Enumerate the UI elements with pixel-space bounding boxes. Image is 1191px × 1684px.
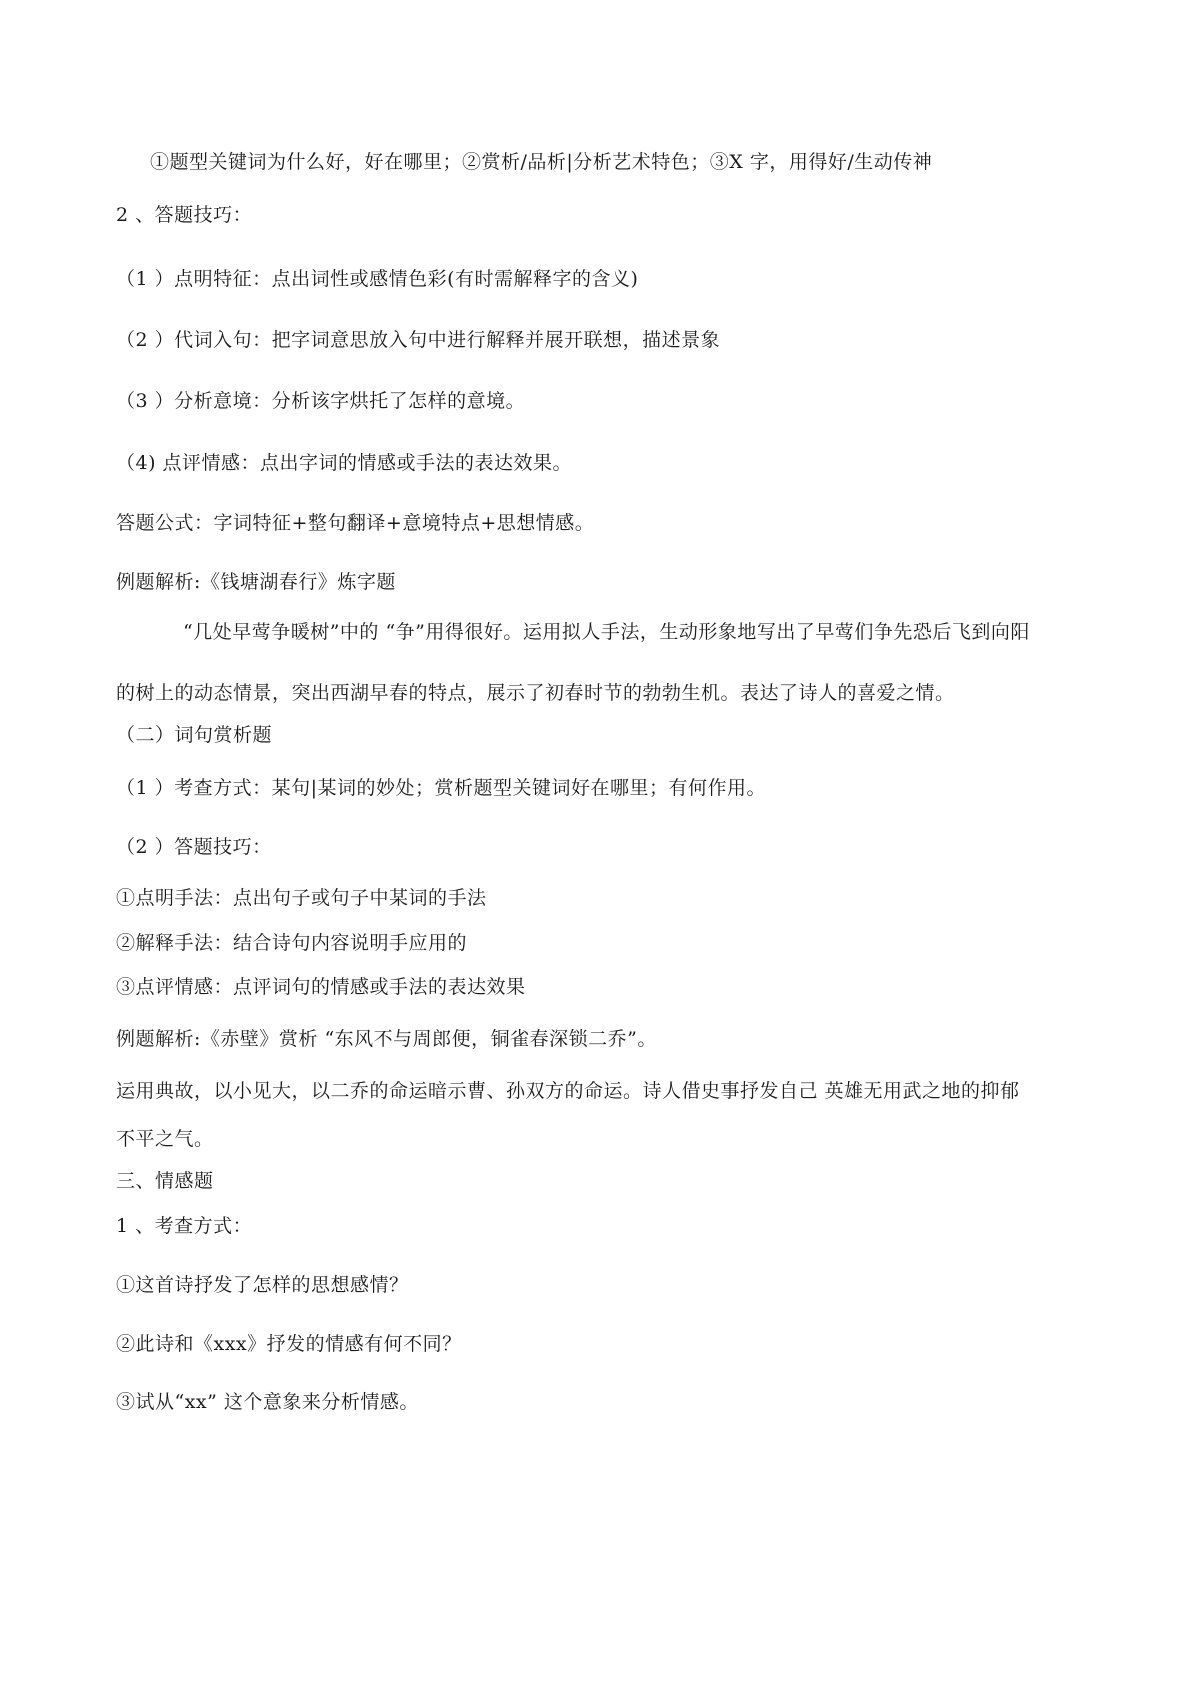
emotion-question-2: ②此诗和《xxx》抒发的情感有何不同？ bbox=[116, 1333, 462, 1355]
example-answer-2-line-1: 运用典故，以小见大，以二乔的命运暗示曹、孙双方的命运。诗人借史事抒发自己 英雄无用武之地的抑郁 bbox=[116, 1080, 1020, 1102]
example-answer-1-line-1: “几处早莺争暖树”中的 “争”用得很好。运用拟人手法，生动形象地写出了早莺们争先恐后飞到向阳 bbox=[183, 621, 1030, 643]
section-heading-answer-skills: 2 、答题技巧： bbox=[116, 204, 253, 226]
answer-formula: 答题公式：字词特征+整句翻译+意境特点+思想情感。 bbox=[116, 512, 595, 534]
skill-item-2: （2 ）代词入句：把字词意思放入句中进行解释并展开联想，描述景象 bbox=[116, 329, 721, 351]
emotion-question-1: ①这首诗抒发了怎样的思想感情？ bbox=[116, 1274, 409, 1296]
example-answer-1-line-2: 的树上的动态情景，突出西湖早春的特点，展示了初春时节的勃勃生机。表达了诗人的喜爱之情。 bbox=[116, 682, 955, 704]
example-answer-2-line-2: 不平之气。 bbox=[116, 1128, 214, 1150]
example-heading-2: 例题解析:《赤壁》赏析 “东风不与周郎便，铜雀春深锁二乔”。 bbox=[116, 1028, 657, 1050]
example-heading-1: 例题解析:《钱塘湖春行》炼字题 bbox=[116, 571, 396, 593]
phrase-step-1: ①点明手法：点出句子或句子中某词的手法 bbox=[116, 887, 487, 909]
phrase-step-2: ②解释手法：结合诗句内容说明手应用的 bbox=[116, 932, 468, 954]
skill-item-1: （1 ）点明特征：点出词性或感情色彩(有时需解释字的含义) bbox=[116, 268, 639, 290]
skill-item-3: （3 ）分析意境：分析该字烘托了怎样的意境。 bbox=[116, 390, 526, 412]
phrase-step-3: ③点评情感：点评词句的情感或手法的表达效果 bbox=[116, 976, 526, 998]
emotion-subheading-1: 1 、考查方式： bbox=[116, 1215, 253, 1237]
emotion-question-3: ③试从“xx” 这个意象来分析情感。 bbox=[116, 1391, 419, 1413]
section-heading-emotion: 三、情感题 bbox=[116, 1170, 214, 1192]
question-type-keywords-line: ①题型关键词为什么好，好在哪里；②赏析/品析|分析艺术特色；③X 字，用得好/生动传神 bbox=[150, 151, 933, 173]
phrase-item-1: （1 ）考查方式：某句|某词的妙处；赏析题型关键词好在哪里；有何作用。 bbox=[116, 777, 767, 799]
phrase-item-2: （2 ）答题技巧： bbox=[116, 836, 272, 858]
section-heading-phrase-appreciation: （二）词句赏析题 bbox=[116, 724, 273, 746]
skill-item-4: （4) 点评情感：点出字词的情感或手法的表达效果。 bbox=[116, 452, 573, 474]
